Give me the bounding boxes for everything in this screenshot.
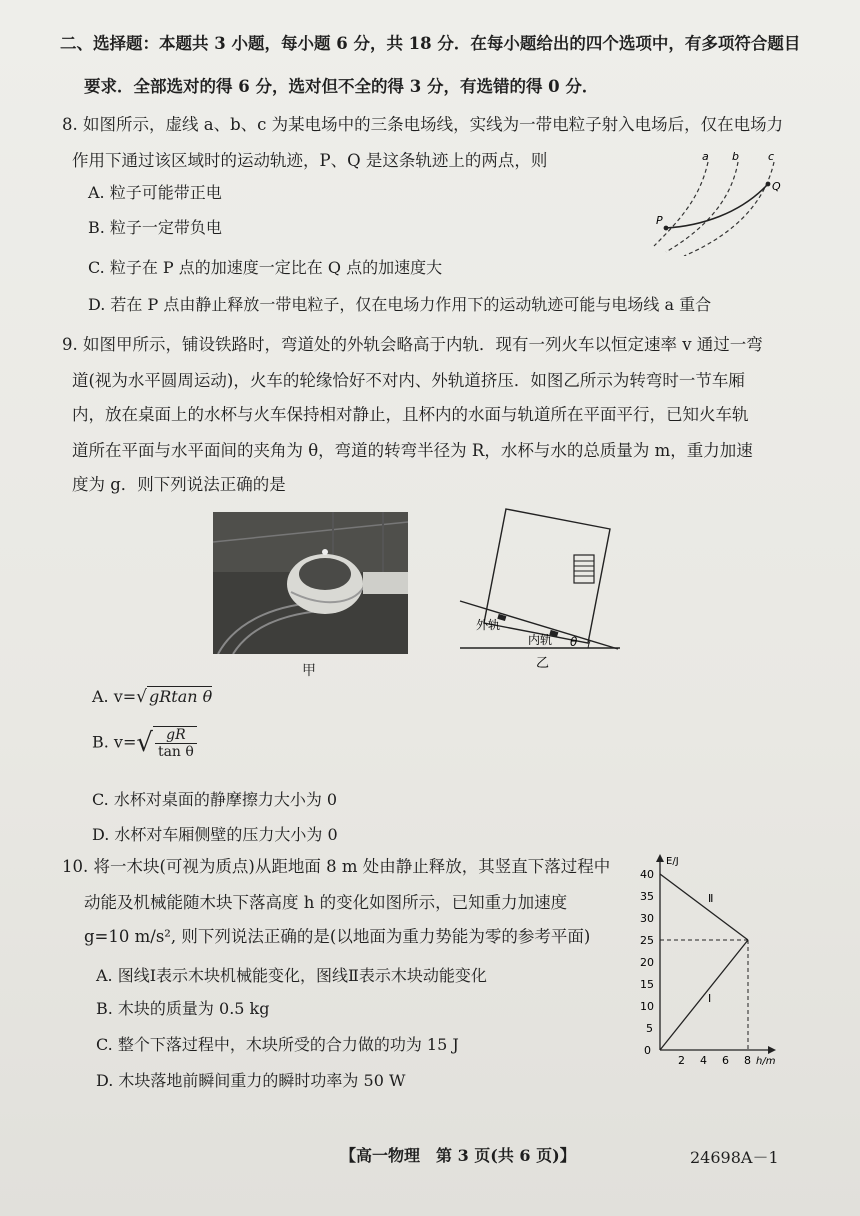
line-II: [660, 874, 748, 940]
q10-stem-line1: 10. 将一木块(可视为质点)从距地面 8 m 处由静止释放，其竖直下落过程中: [62, 857, 611, 876]
q9-stem-line2: 道(视为水平圆周运动)，火车的轮缘恰好不对内、外轨道挤压．如图乙所示为转弯时一节车厢: [72, 371, 745, 390]
field-line-a: [654, 162, 708, 246]
section-header-line1: 二、选择题：本题共 3 小题，每小题 6 分，共 18 分．在每小题给出的四个选项中，有多项符合题目: [60, 34, 801, 53]
q8-option-d: D. 若在 P 点由静止释放一带电粒子，仅在电场力作用下的运动轨迹可能与电场线 a 重合: [88, 295, 712, 314]
cup-icon: [574, 555, 594, 583]
q8-stem-line2: 作用下通过该区域时的运动轨迹，P、Q 是这条轨迹上的两点，则: [72, 151, 548, 170]
label-line-II: Ⅱ: [708, 892, 714, 905]
xtick-2: 2: [678, 1054, 685, 1067]
label-b: b: [732, 150, 739, 163]
point-q: [766, 182, 771, 187]
q8-option-b: B. 粒子一定带负电: [88, 218, 222, 237]
q10-option-a: A. 图线Ⅰ表示木块机械能变化，图线Ⅱ表示木块动能变化: [96, 966, 487, 985]
y-axis-arrow: [656, 854, 664, 862]
q9-option-b-den: tan θ: [157, 744, 194, 760]
y-axis-label: E/J: [666, 856, 679, 867]
page-footer: 【高一物理 第 3 页(共 6 页)】: [340, 1146, 576, 1165]
x-axis-label: h/m: [756, 1056, 776, 1067]
field-line-c: [684, 162, 774, 256]
ytick-30: 30: [640, 912, 654, 925]
label-q: Q: [772, 180, 781, 193]
xtick-6: 6: [722, 1054, 729, 1067]
q9-stem-line5: 度为 g．则下列说法正确的是: [72, 475, 286, 494]
origin-label: 0: [644, 1044, 651, 1057]
ytick-20: 20: [640, 956, 654, 969]
q9-option-b-prefix: B. v=: [92, 732, 137, 752]
q10-option-d: D. 木块落地前瞬间重力的瞬时功率为 50 W: [96, 1071, 406, 1090]
q9-option-a: A. v=√ gRtan θ: [92, 687, 213, 707]
q8-stem-line1: 8. 如图所示，虚线 a、b、c 为某电场中的三条电场线，实线为一带电粒子射入电场后，仅在电场力: [62, 115, 784, 134]
ytick-5: 5: [646, 1022, 653, 1035]
point-p: [664, 226, 669, 231]
ytick-40: 40: [640, 868, 654, 881]
label-outer-rail: 外轨: [476, 618, 501, 632]
paper-code: 24698A－1: [690, 1148, 779, 1167]
ytick-35: 35: [640, 890, 654, 903]
field-line-b: [666, 162, 738, 252]
label-p: P: [656, 214, 663, 227]
q10-stem-line3: g=10 m/s², 则下列说法正确的是(以地面为重力势能为零的参考平面): [84, 927, 591, 946]
q9-stem-line3: 内，放在桌面上的水杯与火车保持相对静止，且杯内的水面与轨道所在平面平行，已知火车轨: [72, 405, 749, 424]
q8-option-c: C. 粒子在 P 点的加速度一定比在 Q 点的加速度大: [88, 258, 443, 277]
q10-option-b: B. 木块的质量为 0.5 kg: [96, 999, 270, 1018]
section-header-line2: 要求．全部选对的得 6 分，选对但不全的得 3 分，有选错的得 0 分．: [84, 77, 599, 96]
q9-option-b-num: gR: [155, 727, 197, 744]
line-I: [660, 940, 748, 1050]
ytick-10: 10: [640, 1000, 654, 1013]
figure-jia-caption: 甲: [302, 663, 316, 679]
carriage-diagram: [458, 505, 628, 670]
label-inner-rail: 内轨: [528, 633, 553, 647]
train-photo: [213, 512, 408, 654]
q8-option-a: A. 粒子可能带正电: [88, 183, 222, 202]
x-axis-arrow: [768, 1046, 776, 1054]
label-c: c: [768, 150, 775, 163]
figure-yi-caption: 乙: [536, 656, 550, 670]
q9-option-c: C. 水杯对桌面的静摩擦力大小为 0: [92, 790, 338, 809]
ytick-25: 25: [640, 934, 654, 947]
q9-option-a-sqrt: gRtan θ: [149, 687, 213, 706]
ytick-15: 15: [640, 978, 654, 991]
q9-option-d: D. 水杯对车厢侧壁的压力大小为 0: [92, 825, 338, 844]
q8-field-lines-figure: [640, 148, 800, 256]
q9-option-a-prefix: A. v=: [92, 687, 137, 706]
q9-stem-line4: 道所在平面与水平面间的夹角为 θ，弯道的转弯半径为 R，水杯与水的总质量为 m，重力加速: [72, 441, 753, 460]
q10-stem-line2: 动能及机械能随木块下落高度 h 的变化如图所示，已知重力加速度: [84, 893, 568, 912]
q10-option-c: C. 整个下落过程中，木块所受的合力做的功为 15 J: [96, 1035, 459, 1054]
label-line-I: Ⅰ: [708, 992, 712, 1005]
xtick-4: 4: [700, 1054, 707, 1067]
xtick-8: 8: [744, 1054, 751, 1067]
q9-stem-line1: 9. 如图甲所示，铺设铁路时，弯道处的外轨会略高于内轨．现有一列火车以恒定速率 v 通过一弯: [62, 335, 763, 354]
energy-graph: [636, 852, 786, 1070]
q9-option-b: B. v=√ $\frac{gR}{\text{tan θ}}$: [92, 726, 197, 760]
label-a: a: [702, 150, 709, 163]
label-theta: θ: [570, 635, 578, 649]
